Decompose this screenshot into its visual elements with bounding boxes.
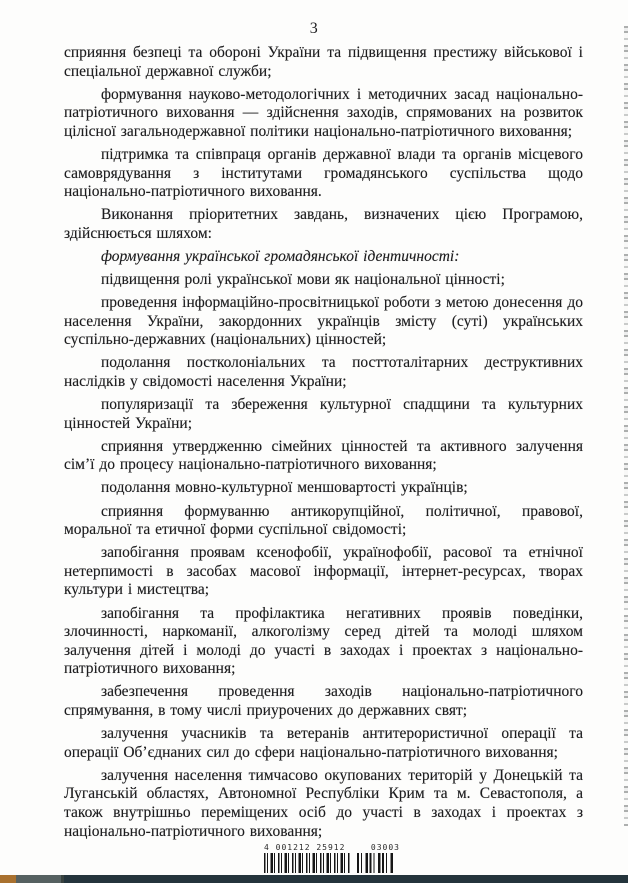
paragraph: підвищення ролі української мови як національної цінності; [101, 271, 505, 289]
barcode-digits-right: 03003 [370, 843, 400, 852]
barcode-bars-right-group [357, 853, 393, 873]
barcode-digits-left: 4 001212 25912 [264, 843, 346, 852]
bottom-strip-orange-segment [0, 875, 16, 883]
paragraph: популяризації та збереження культурної спадщини та культурних цінностей України; [64, 396, 583, 432]
paragraph: сприяння утвердженню сімейних цінностей та активного залучення сім’ї до процесу національно-патріотичного виховання; [64, 437, 583, 474]
scan-bottom-strip [0, 875, 628, 883]
paragraph: запобігання проявам ксенофобії, українофобії, расової та етнічної нетерпимості в засобах масової інформації, інтернет-ресурсах, творах культури і мистецтва; [64, 544, 583, 599]
bottom-strip-gray-segment [16, 875, 61, 883]
paragraph: забезпечення проведення заходів національно-патріотичного спрямування, в тому числі приурочених до державних свят; [64, 683, 583, 719]
paragraph: проведення інформаційно-просвітницької роботи з метою донесення до населення України, закордонних українців змісту (суті) українських суспільно-державних (національних) цінностей; [64, 294, 583, 349]
barcode-bars-left-group [264, 853, 350, 873]
paragraph: Виконання пріоритетних завдань, визначених цією Програмою, здійснюється шляхом: [64, 206, 583, 242]
page-number: 3 [309, 20, 319, 37]
barcode-bars [264, 853, 400, 873]
paragraph: запобігання та профілактика негативних проявів поведінки, злочинності, наркоманії, алкоголізму серед дітей та молоді шляхом залучення дітей і молоді до участі в заходах і проектах з національно-патріотичного виховання; [64, 604, 583, 678]
barcode-digits [264, 843, 400, 852]
paragraph: сприяння формуванню антикорупційної, політичної, правової, моральної та етичної форми суспільної свідомості; [64, 502, 583, 539]
paragraph: залучення учасників та ветеранів антитерористичної операції та операції Об’єднаних сил до сфери національно-патріотичного виховання; [64, 725, 583, 761]
paragraph: формування науково-методологічних і методичних засад національно-патріотичного виховання — здійснення заходів, спрямованих на розвиток цілісної загальнодержавної політики національно-патріотичного виховання; [64, 85, 583, 140]
paragraph: подолання постколоніальних та посттоталітарних деструктивних наслідків у свідомості населення України; [64, 354, 583, 390]
scan-edge-noise [624, 26, 628, 826]
paragraph: залучення населення тимчасово окупованих територій у Донецькій та Луганській областях, Автономної Республіки Крим та м. Севастополя, а також внутрішньо переміщених осіб до участі в заходах і проектах з національно-патріотичного виховання; [64, 766, 583, 840]
paragraph: підтримка та співпраця органів державної влади та органів місцевого самоврядування з інститутами громадянського суспільства щодо національно-патріотичного виховання. [64, 145, 583, 201]
bottom-strip-dark-segment [64, 875, 628, 883]
document-body [64, 44, 583, 846]
paragraph: подолання мовно-культурної меншовартості українців; [101, 479, 468, 497]
paragraph: сприяння безпеці та обороні України та підвищення престижу військової і спеціальної державної служби; [64, 44, 583, 80]
barcode [264, 843, 400, 873]
paragraph: формування української громадянської ідентичності: [101, 247, 460, 265]
